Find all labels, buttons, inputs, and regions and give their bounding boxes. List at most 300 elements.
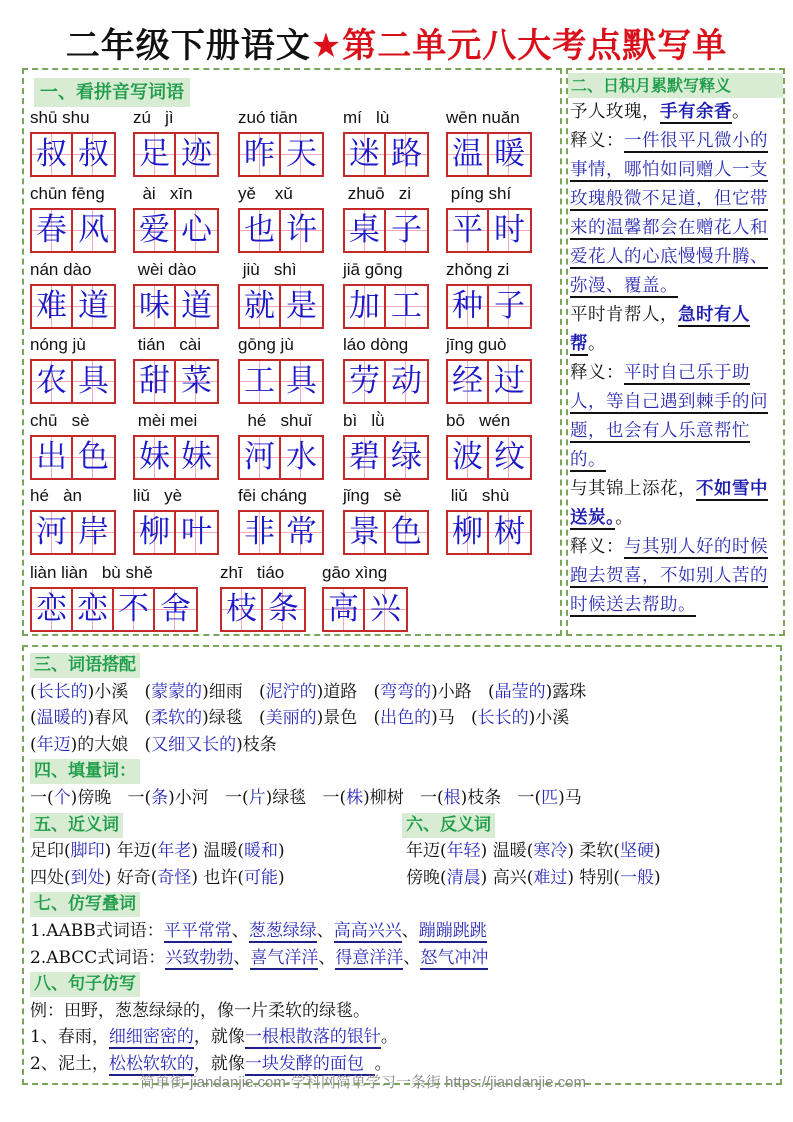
section-accumulation-panel [566, 68, 785, 636]
separator: 、 [231, 921, 249, 941]
spacer [209, 788, 225, 808]
word: 足印 [30, 841, 64, 862]
paren: ( [526, 841, 534, 862]
tianzige-box [343, 435, 429, 480]
page-title [0, 18, 793, 67]
word: 小溪 [94, 681, 129, 702]
word-item [446, 335, 532, 404]
char-cell: 碧 [345, 437, 386, 478]
sentence-end: 。 [380, 1027, 398, 1048]
paren: ) [191, 841, 204, 862]
tianzige-box [343, 359, 429, 404]
word-item [446, 184, 532, 253]
answer-fill: 可能 [244, 867, 279, 888]
pinyin-label: bì lǜ [343, 411, 385, 430]
answer-fill: 年迈 [36, 734, 71, 755]
word-item [343, 108, 429, 177]
char-cell: 桌 [345, 210, 386, 251]
spacer [586, 682, 602, 702]
char-cell: 高 [324, 589, 365, 630]
char-cell: 心 [176, 210, 217, 251]
char-cell: 工 [386, 286, 427, 327]
tianzige-box [238, 132, 324, 177]
paren: ( [144, 734, 152, 755]
char-cell: 叔 [32, 134, 73, 175]
spacer [243, 708, 259, 728]
answer-fill: 年轻 [446, 841, 481, 862]
tianzige-box [30, 284, 116, 329]
tianzige-box [133, 284, 219, 329]
pinyin-label: liǔ yè [133, 486, 183, 505]
tianzige-box [238, 359, 324, 404]
explanation-line [570, 533, 781, 620]
word: 绿毯 [208, 708, 243, 729]
answer-fill: 年老 [157, 841, 192, 862]
spacer [111, 788, 127, 808]
idiom-line [570, 301, 781, 359]
pinyin-label: liǔ shù [446, 486, 510, 505]
paren: ( [144, 788, 152, 808]
word-item [133, 260, 219, 329]
answer-fill: 长长的 [36, 681, 88, 702]
pinyin-label: wèi dào [133, 260, 197, 279]
char-cell: 劳 [345, 361, 386, 402]
pinyin-label: yě xǔ [238, 184, 293, 203]
word-item [238, 184, 324, 253]
idiom-line [570, 98, 781, 127]
paren: ) [431, 681, 438, 702]
paren: ) [278, 867, 291, 888]
paren: ) [104, 867, 117, 888]
paren: ) [654, 841, 667, 862]
tianzige-box [238, 208, 324, 253]
sentence-end: 。 [374, 1054, 392, 1074]
pinyin-label: zhuō zi [343, 184, 412, 203]
word: 高兴 [492, 867, 527, 888]
sentence-prefix: 2、泥土， [30, 1054, 109, 1074]
answer-word: 蹦蹦跳跳 [418, 921, 487, 941]
text-line [30, 1025, 398, 1049]
spacer [404, 788, 420, 808]
answer-fill: 脚印 [70, 841, 105, 862]
paren: ( [237, 841, 245, 862]
word: 马 [564, 788, 582, 808]
char-cell: 水 [281, 437, 322, 478]
separator: 、 [401, 921, 419, 941]
section-heading: 六、反义词 [402, 813, 495, 838]
char-cell: 不 [114, 589, 155, 630]
paren: ( [437, 788, 444, 808]
pinyin-label: hé àn [30, 486, 82, 505]
char-cell: 暖 [489, 134, 530, 175]
answer-fill: 到处 [70, 867, 105, 888]
paren: ( [64, 841, 71, 862]
tianzige-box [30, 435, 116, 480]
pinyin-label: liàn liàn bù shě [30, 563, 153, 582]
sentence-mid: ，就像 [193, 1027, 245, 1048]
spacer [455, 708, 471, 728]
char-cell: 色 [73, 437, 114, 478]
paren: ( [471, 708, 478, 729]
text-line [30, 733, 293, 757]
word: 特别 [579, 867, 614, 888]
tianzige-box [133, 510, 219, 555]
paren: ) [316, 708, 324, 729]
answer-word: 兴致勃勃 [165, 947, 234, 968]
word-item [133, 486, 219, 555]
explanation-label: 释义： [570, 363, 624, 383]
tianzige-box [343, 208, 429, 253]
word: 枝条 [242, 734, 277, 755]
char-cell: 昨 [240, 134, 281, 175]
tianzige-box [446, 359, 532, 404]
section-exercises-panel [22, 645, 782, 1085]
word: 小路 [437, 681, 472, 702]
tianzige-box [133, 359, 219, 404]
char-cell: 难 [32, 286, 73, 327]
pinyin-label: zuó tiān [238, 108, 298, 127]
pinyin-label: gōng jù [238, 335, 294, 354]
word: 年迈 [406, 841, 440, 862]
section-pinyin-panel [22, 68, 562, 636]
answer-fill: 个 [53, 788, 71, 808]
char-cell: 柳 [135, 512, 176, 553]
paren: ) [480, 841, 493, 862]
tianzige-box [238, 510, 324, 555]
paren: ( [534, 788, 542, 808]
word-item [133, 335, 219, 404]
char-cell: 风 [73, 210, 114, 251]
tianzige-box [446, 510, 532, 555]
spacer [472, 682, 488, 702]
idiom-line [570, 475, 781, 533]
answer-fill: 柔软的 [151, 708, 203, 729]
word: 好奇 [116, 867, 151, 888]
answer-fill: 晶莹的 [494, 681, 546, 702]
paren: ( [144, 681, 152, 702]
explanation-line [570, 359, 781, 475]
spacer [277, 735, 293, 755]
paren: ) [70, 734, 78, 755]
spacer [357, 708, 373, 728]
idiom-prefix: 与其锦上添花， [570, 479, 696, 499]
tianzige-box [343, 510, 429, 555]
char-cell: 道 [176, 286, 217, 327]
pinyin-label: gāo xìng [322, 563, 388, 582]
paren: ( [30, 734, 37, 755]
pinyin-label: bō wén [446, 411, 511, 430]
idiom-answer: 手有余香 [660, 102, 732, 122]
text-line [406, 866, 666, 890]
answer-fill: 难过 [533, 867, 568, 888]
sentence-mid: ，就像 [193, 1054, 245, 1074]
paren: ) [558, 788, 565, 808]
answer-fill: 又细又长的 [151, 734, 237, 755]
pinyin-label: shū shu [30, 108, 90, 127]
paren: ) [431, 708, 438, 729]
separator: 、 [233, 947, 251, 968]
spacer [128, 708, 144, 728]
char-cell: 农 [32, 361, 73, 402]
char-cell: 工 [240, 361, 281, 402]
char-cell: 兴 [365, 589, 406, 630]
word-item [30, 260, 116, 329]
idiom-answer: 不如雪中送炭。 [570, 479, 768, 528]
word-item [446, 411, 532, 480]
paren: ( [440, 867, 447, 888]
paren: ) [316, 681, 324, 702]
answer-fill: 美丽的 [265, 708, 317, 729]
paren: ( [613, 867, 621, 888]
answer-fill: 条 [151, 788, 169, 808]
measure-prefix: 一 [420, 788, 437, 808]
paren: ( [613, 841, 621, 862]
idiom-punct: 。 [615, 508, 634, 528]
char-cell: 纹 [489, 437, 530, 478]
explanation-line [570, 127, 781, 301]
word: 也许 [203, 867, 238, 888]
text-line [30, 919, 487, 943]
paren: ) [528, 708, 536, 729]
char-cell: 枝 [222, 589, 263, 630]
word-item [238, 108, 324, 177]
accumulation-text [568, 98, 783, 620]
answer-b: 一根根散落的银针 [244, 1027, 381, 1048]
answer-fill: 株 [346, 788, 364, 808]
paren: ( [64, 867, 71, 888]
pinyin-label: nóng jù [30, 335, 86, 354]
answer-word: 怒气冲冲 [420, 947, 489, 968]
char-cell: 加 [345, 286, 386, 327]
answer-fill: 弯弯的 [380, 681, 432, 702]
word-item [30, 184, 116, 253]
paren: ) [480, 867, 493, 888]
tianzige-box [343, 284, 429, 329]
pinyin-label: ài xīn [133, 184, 193, 203]
word: 枝条 [467, 788, 502, 808]
word: 四处 [30, 867, 64, 888]
measure-prefix: 一 [322, 788, 340, 808]
word: 年迈 [116, 841, 151, 862]
section-heading: 七、仿写叠词 [30, 892, 140, 917]
paren: ) [202, 681, 209, 702]
star-icon: ★ [310, 26, 343, 66]
pinyin-label: zú jì [133, 108, 174, 127]
text-line [30, 972, 140, 997]
tianzige-box [220, 587, 306, 632]
char-cell: 具 [73, 361, 114, 402]
paren: ( [144, 708, 152, 729]
char-cell: 甜 [135, 361, 176, 402]
char-cell: 温 [448, 134, 489, 175]
pinyin-label: tián cài [133, 335, 202, 354]
char-cell: 具 [281, 361, 322, 402]
answer-fill: 一般 [620, 867, 655, 888]
answer-fill: 片 [248, 788, 266, 808]
tianzige-box [30, 208, 116, 253]
explanation-text: 一件很平凡微小的事情，哪怕如同赠人一支玫瑰般微不足道，但它带来的温馨都会在赠花人和爱花人的心底慢慢升腾、弥漫、覆盖。 [570, 131, 768, 296]
char-cell: 就 [240, 286, 281, 327]
char-cell: 子 [489, 286, 530, 327]
paren: ) [87, 708, 95, 729]
paren: ( [259, 708, 266, 729]
char-cell: 波 [448, 437, 489, 478]
section-heading: 一、看拼音写词语 [34, 78, 190, 107]
pinyin-label: jiù shì [238, 260, 297, 279]
pinyin-label: chū sè [30, 411, 90, 430]
answer-a: 细细密密的 [108, 1027, 194, 1048]
tianzige-box [238, 284, 324, 329]
pinyin-label: wēn nuǎn [446, 108, 520, 127]
char-cell: 叔 [73, 134, 114, 175]
paren: ) [567, 841, 580, 862]
paren: ( [47, 788, 54, 808]
paren: ( [242, 788, 249, 808]
paren: ) [545, 681, 553, 702]
char-cell: 经 [448, 361, 489, 402]
text-line [30, 653, 140, 678]
text-line [30, 786, 598, 810]
char-cell: 平 [448, 210, 489, 251]
text-line [30, 999, 370, 1023]
pinyin-label: jiā gōng [343, 260, 403, 279]
char-cell: 叶 [176, 512, 217, 553]
tianzige-box [446, 284, 532, 329]
explanation-label: 释义： [570, 131, 624, 151]
word-item [30, 486, 116, 555]
word-item [30, 108, 116, 177]
char-cell: 菜 [176, 361, 217, 402]
word-item [343, 184, 429, 253]
char-cell: 也 [240, 210, 281, 251]
char-cell: 舍 [155, 589, 196, 630]
text-line [30, 892, 140, 917]
word-item [343, 486, 429, 555]
idiom-punct: 。 [588, 334, 606, 354]
paren: ) [236, 734, 243, 755]
word-item [220, 563, 306, 632]
spacer [582, 788, 598, 808]
paren: ( [150, 867, 158, 888]
tianzige-box [30, 587, 198, 632]
char-cell: 是 [281, 286, 322, 327]
pinyin-label: mí lù [343, 108, 390, 127]
char-cell: 天 [281, 134, 322, 175]
tianzige-box [446, 132, 532, 177]
title-red: 第二单元八大考点默写单 [342, 26, 728, 66]
char-cell: 柳 [448, 512, 489, 553]
word-item [238, 335, 324, 404]
char-cell: 岸 [73, 512, 114, 553]
paren: ( [440, 841, 447, 862]
section-heading: 四、填量词： [30, 759, 140, 784]
char-cell: 足 [135, 134, 176, 175]
paren: ( [339, 788, 347, 808]
idiom-answer: 急时有人帮 [570, 305, 750, 354]
pinyin-label: píng shí [446, 184, 512, 203]
tianzige-box [133, 208, 219, 253]
paren: ( [150, 841, 158, 862]
paren: ( [259, 681, 266, 702]
answer-fill: 长长的 [477, 708, 529, 729]
char-cell: 味 [135, 286, 176, 327]
char-cell: 种 [448, 286, 489, 327]
char-cell: 爱 [135, 210, 176, 251]
paren: ) [654, 867, 667, 888]
paren: ( [373, 681, 381, 702]
idiom-prefix: 予人玫瑰， [570, 102, 660, 122]
char-cell: 子 [386, 210, 427, 251]
word-item [238, 260, 324, 329]
pinyin-label: hé shuǐ [238, 411, 312, 430]
char-cell: 树 [489, 512, 530, 553]
measure-prefix: 一 [127, 788, 145, 808]
pinyin-label: zhǒng zi [446, 260, 510, 279]
word: 春风 [94, 708, 129, 729]
paren: ) [202, 708, 209, 729]
line-label: 1.AABB式词语： [30, 921, 164, 941]
tianzige-box [30, 359, 116, 404]
answer-word: 平平常常 [163, 921, 232, 941]
word-item [30, 411, 116, 480]
char-cell: 常 [281, 512, 322, 553]
tianzige-box [30, 132, 116, 177]
word: 傍晚 [77, 788, 112, 808]
answer-fill: 坚硬 [620, 841, 655, 862]
text-line [30, 813, 123, 838]
spacer [501, 788, 517, 808]
pinyin-label: jǐng sè [343, 486, 402, 505]
text-line [30, 680, 603, 704]
idiom-punct: 。 [732, 102, 750, 122]
word-item [30, 563, 198, 632]
explanation-text: 平时自己乐于助人，等自己遇到棘手的问题，也会有人乐意帮忙的。 [570, 363, 768, 470]
char-cell: 时 [489, 210, 530, 251]
word: 柳树 [369, 788, 404, 808]
word-item [343, 411, 429, 480]
pinyin-label: láo dòng [343, 335, 409, 354]
word-item [322, 563, 408, 632]
paren: ( [373, 708, 381, 729]
text-line [30, 839, 290, 863]
pinyin-label: fēi cháng [238, 486, 307, 505]
char-cell: 景 [345, 512, 386, 553]
text-line [30, 706, 586, 730]
separator: 、 [403, 947, 421, 968]
word: 马 [437, 708, 455, 729]
tianzige-box [446, 435, 532, 480]
word: 的大娘 [77, 734, 129, 755]
explanation-label: 释义： [570, 537, 624, 557]
spacer [128, 735, 144, 755]
section-heading: 二、日积月累默写释义 [568, 73, 783, 98]
word: 小溪 [535, 708, 570, 729]
answer-fill: 暖和 [244, 841, 279, 862]
paren: ( [488, 681, 495, 702]
char-cell: 迹 [176, 134, 217, 175]
pinyin-label: chūn fēng [30, 184, 105, 203]
char-cell: 过 [489, 361, 530, 402]
char-cell: 妹 [176, 437, 217, 478]
word-item [238, 411, 324, 480]
char-cell: 恋 [32, 589, 73, 630]
paren: ) [278, 841, 291, 862]
answer-fill: 出色的 [380, 708, 432, 729]
word-item [446, 260, 532, 329]
tianzige-box [30, 510, 116, 555]
spacer [306, 788, 322, 808]
paren: ) [363, 788, 370, 808]
